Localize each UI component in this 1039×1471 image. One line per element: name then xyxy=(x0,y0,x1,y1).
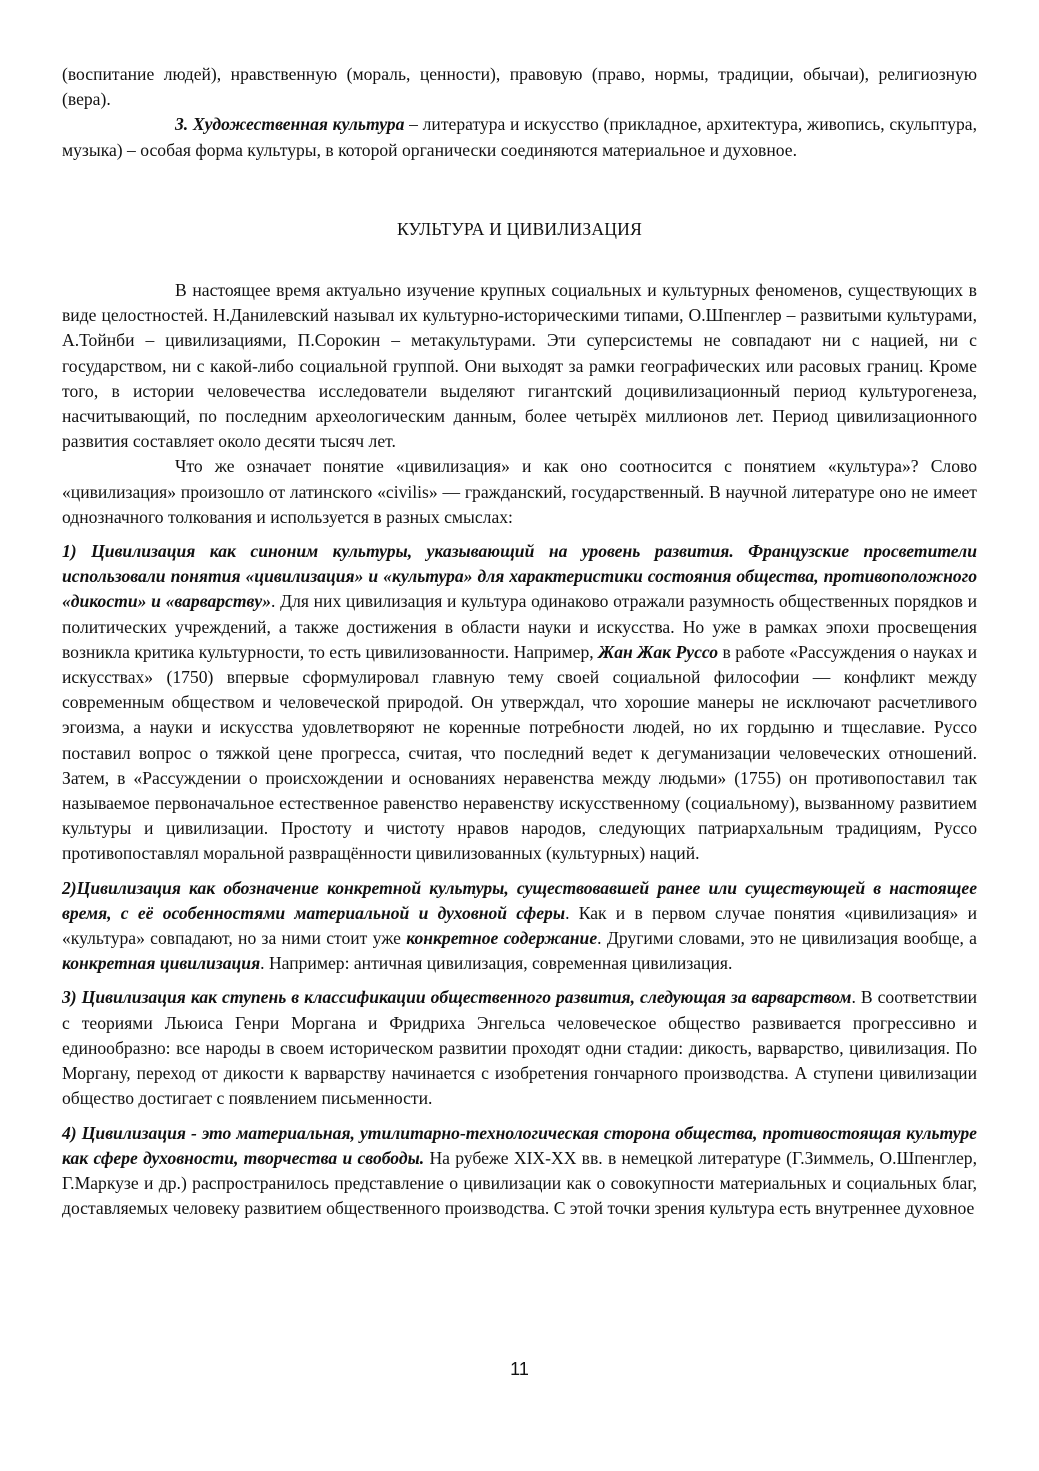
meaning-1-title: 1) Цивилизация как синоним культуры, указывающий на уровень развития. Французские просветители использовали понятия «цивилизация» и «культура» для характеристики состояния общества, противоположного «дикости» и «варварству» xyxy=(62,541,977,612)
intro-paragraph-1: В настоящее время актуально изучение крупных социальных и культурных феноменов, существующих в виде целостностей. Н.Данилевский называл их культурно-историческими типами, О.Шпенглер – развитыми культурами, А.Тойнби – цивилизациями, П.Сорокин – метакультурами. Эти суперсистемы не совпадают ни с нацией, ни с государством, ни с какой-либо социальной группой. Они выходят за рамки географических или расовых границ. Кроме того, в истории человечества исследователи выделяют гигантский доцивилизационный период культурогенеза, насчитывающий, по последним археологическим данным, более четырёх миллионов лет. Период цивилизационного развития составляет около десяти тысяч лет. xyxy=(62,280,977,452)
page-number: 11 xyxy=(510,1359,529,1379)
intro-paragraph-2: Что же означает понятие «цивилизация» и как оно соотносится с понятием «культура»? Слово «цивилизация» произошло от латинского «civilis» — гражданский, государственный. В научной литературе оно не имеет однозначного толкования и используется в разных смыслах: xyxy=(62,456,977,527)
paragraph-art-culture xyxy=(62,112,977,162)
meaning-3-text: . В соответствии с теориями Льюиса Генри Моргана и Фридриха Энгельса человеческое общество развивается прогрессивно и единообразно: все народы в своем историческом развитии проходят одни стадии: дикость, варварство, цивилизация. По Моргану, переход от дикости к варварству начинается с изобретения гончарного производства. А ступени цивилизации общество достигает с появлением письменности. xyxy=(62,987,978,1109)
meaning-1-text-a: . Для них цивилизация и культура одинаково отражали разумность общественных порядков и политических учреждений, а также достижения в области науки и искусства. Но уже в рамках эпохи просвещения возникла критика культурности, то есть цивилизованности. Например, xyxy=(62,591,977,662)
name-rousseau: Жан Жак Руссо xyxy=(598,641,719,662)
meaning-2-text-d: . Например: античная цивилизация, современная цивилизация. xyxy=(260,953,733,974)
meaning-3-title: 3) Цивилизация как ступень в классификации общественного развития, следующая за варварством xyxy=(62,987,852,1008)
art-culture-definition: – литература и искусство (прикладное, архитектура, живопись, скульптура, музыка) – особая форма культуры, в которой органически соединяются материальное и духовное. xyxy=(62,114,977,160)
paragraph-continuation: (воспитание людей), нравственную (мораль, ценности), правовую (право, нормы, традиции, обычаи), религиозную (вера). xyxy=(62,64,977,110)
meaning-2-text-c: . Другими словами, это не цивилизация вообще, а xyxy=(597,928,977,949)
meaning-1-text-b: в работе «Рассуждения о науках и искусствах» (1750) впервые сформулировал главную тему своей социальной философии — конфликт между современным обществом и человеческой природой. Он утверждал, что хорошие манеры не исключают расчетливого эгоизма, а науки и искусства удовлетворяют не коренные потребности людей, но их гордыню и тщеславие. Руссо поставил вопрос о тяжкой цене прогресса, считая, что последний ведет к дегуманизации человеческих отношений. Затем, в «Рассуждении о происхождении и основаниях неравенства между людьми» (1755) он противопоставил так называемое первоначальное естественное равенство неравенству искусственному (социальному), вызванному развитием культуры и цивилизации. Простоту и чистоту нравов народов, следующих патриархальным традициям, Руссо противопоставлял моральной развращённости цивилизованных (культурных) наций. xyxy=(62,641,977,864)
term-concrete-civilization: конкретная цивилизация xyxy=(62,953,261,974)
meaning-2-title: 2)Цивилизация как обозначение конкретной культуры, существовавшей ранее или существующей в настоящее время, с её особенностями материальной и духовной сферы xyxy=(62,877,977,923)
main-section xyxy=(62,278,977,1221)
meaning-4-text: На рубеже XIX-XX вв. в немецкой литературе (Г.Зиммель, О.Шпенглер, Г.Маркузе и др.) распространилось представление о цивилизации как о совокупности материальных и социальных благ, доставляемых человеку развитием общественного производства. С этой точки зрения культура есть внутреннее духовное xyxy=(62,1147,977,1219)
meaning-item-1 xyxy=(62,539,977,867)
meaning-item-3 xyxy=(62,985,977,1111)
meaning-4-title: 4) Цивилизация - это материальная, утилитарно-технологическая сторона общества, противостоящая культуре как сфере духовности, творчества и свободы. xyxy=(62,1122,977,1168)
section-heading: КУЛЬТУРА И ЦИВИЛИЗАЦИЯ xyxy=(396,219,643,239)
meaning-item-2 xyxy=(62,876,977,977)
term-art-culture: 3. Художественная культура xyxy=(175,114,405,135)
meaning-2-text-a: . Как и в первом случае понятия «цивилизация» и «культура» совпадают, но за ними стоит уже xyxy=(62,902,977,949)
term-concrete-content: конкретное содержание xyxy=(406,928,598,949)
top-section xyxy=(62,62,977,163)
meaning-item-4 xyxy=(62,1121,977,1222)
